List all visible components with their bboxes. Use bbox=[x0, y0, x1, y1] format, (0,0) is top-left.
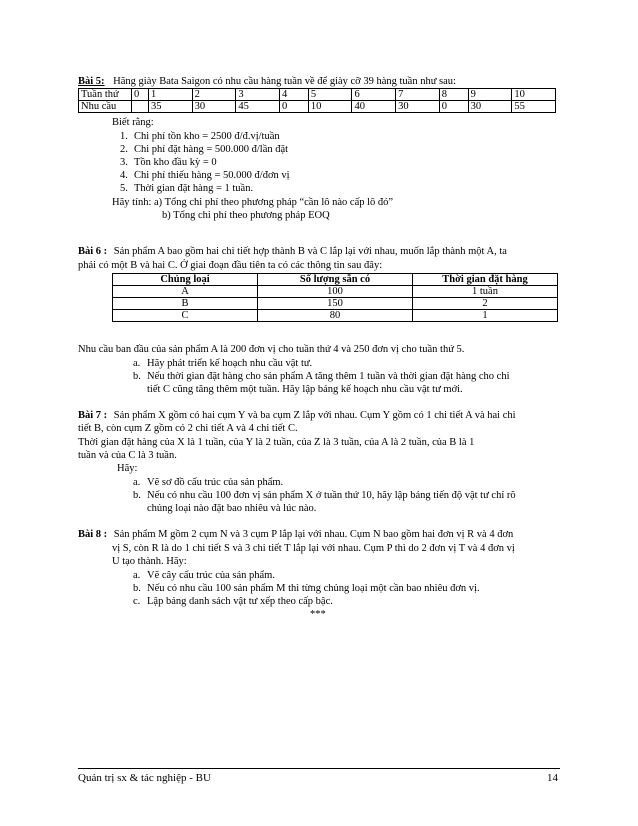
table-cell: 7 bbox=[396, 89, 440, 101]
list-item: 4. Chi phí thiếu hàng = 50.000 đ/đơn vị bbox=[120, 170, 290, 181]
table-row bbox=[79, 89, 556, 101]
table-cell: 1 tuần bbox=[413, 286, 558, 298]
list-item-text: chủng loại nào đặt bao nhiêu và lúc nào. bbox=[147, 503, 317, 514]
list-item-text: Thời gian đặt hàng = 1 tuần. bbox=[134, 183, 254, 194]
table-cell: 0 bbox=[279, 101, 308, 113]
table-cell: 30 bbox=[396, 101, 440, 113]
bai8-text: Sản phẩm M gồm 2 cụm N và 3 cụm P lắp lại với nhau. Cụm N bao gồm hai đơn vị R và 4 đơn bbox=[113, 529, 514, 540]
bai7-line1 bbox=[78, 409, 516, 422]
table-cell: 30 bbox=[468, 101, 512, 113]
bai6-line2: phải có một B và hai C. Ở giai đoạn đầu tiên ta có các thông tin sau đây: bbox=[78, 260, 383, 271]
end-marker: *** bbox=[310, 609, 326, 620]
table-cell: Nhu cầu bbox=[79, 101, 132, 113]
bai7-label: Bài 7 : bbox=[78, 410, 108, 421]
table-cell: 1 bbox=[413, 310, 558, 322]
bai8-label: Bài 8 : bbox=[78, 529, 108, 540]
table-row bbox=[113, 298, 558, 310]
table-cell: 10 bbox=[512, 89, 556, 101]
bai6-label: Bài 6 : bbox=[78, 246, 108, 257]
table-cell: C bbox=[113, 310, 258, 322]
bai7-line3: Thời gian đặt hàng của X là 1 tuần, của Y là 2 tuần, của Z là 3 tuần, của A là 2 tuần, của B là 1 bbox=[78, 437, 475, 448]
list-item: 3. Tồn kho đầu kỳ = 0 bbox=[120, 157, 217, 168]
table-cell: 9 bbox=[468, 89, 512, 101]
bai8-line1 bbox=[78, 528, 513, 541]
table-cell: B bbox=[113, 298, 258, 310]
bai7-line4: tuần và của C là 3 tuần. bbox=[78, 450, 177, 461]
bai6-text: Sản phẩm A bao gồm hai chi tiết hợp thành B và C lắp lại với nhau, muốn lắp thành một A, ta bbox=[113, 246, 507, 257]
list-item-text: Tồn kho đầu kỳ = 0 bbox=[134, 157, 217, 168]
table-header: Thời gian đặt hàng bbox=[413, 274, 558, 286]
footer-divider bbox=[78, 768, 560, 769]
list-item: b. Nếu có nhu cầu 100 đơn vị sản phẩm X ở tuần thứ 10, hãy lập bảng tiến độ vật tư chỉ rõ bbox=[133, 490, 516, 501]
bai6-line1 bbox=[78, 245, 507, 258]
table-cell: 4 bbox=[279, 89, 308, 101]
table-header: Số lượng sẵn có bbox=[258, 274, 413, 286]
bai8-line3: U tạo thành. Hãy: bbox=[112, 556, 187, 567]
bai7-ask: Hãy: bbox=[117, 463, 138, 474]
table-cell: 3 bbox=[236, 89, 280, 101]
list-item-text: Chi phí đặt hàng = 500.000 đ/lần đặt bbox=[134, 144, 289, 155]
bai7-text: Sản phẩm X gồm có hai cụm Y và ba cụm Z lắp với nhau. Cụm Y gồm có 1 chi tiết A và hai chi bbox=[113, 410, 516, 421]
list-item-text: Nếu thời gian đặt hàng cho sản phẩm A tăng thêm 1 tuần và thời gian đặt hàng cho chi bbox=[147, 371, 510, 382]
table-cell: 0 bbox=[439, 101, 468, 113]
list-item-text: Nếu có nhu cầu 100 đơn vị sản phẩm X ở tuần thứ 10, hãy lập bảng tiến độ vật tư chỉ rõ bbox=[147, 490, 516, 501]
table-cell: 2 bbox=[192, 89, 236, 101]
list-item: 5. Thời gian đặt hàng = 1 tuần. bbox=[120, 183, 254, 194]
table-cell: 150 bbox=[258, 298, 413, 310]
list-item-text: Vẽ sơ đồ cấu trúc của sản phẩm. bbox=[147, 477, 284, 488]
table-row bbox=[79, 101, 556, 113]
table-header: Chủng loại bbox=[113, 274, 258, 286]
bai5-given: Biết rằng: bbox=[112, 117, 154, 128]
table-cell bbox=[132, 101, 149, 113]
table-cell: 35 bbox=[149, 101, 193, 113]
list-item-text: Chi phí thiếu hàng = 50.000 đ/đơn vị bbox=[134, 170, 290, 181]
list-item-text: Hãy phát triển kế hoạch nhu cầu vật tư. bbox=[147, 358, 313, 369]
table-cell: 30 bbox=[192, 101, 236, 113]
bai5-compute: Hãy tính: a) Tổng chi phí theo phương pháp “cần lô nào cấp lô đó” bbox=[112, 197, 394, 208]
table-cell: A bbox=[113, 286, 258, 298]
bai8-line2: vị S, còn R là do 1 chi tiết S và 3 chi tiết T lắp lại với nhau. Cụm P thì do 2 đơn vị T và 4 đơn vị bbox=[112, 543, 515, 554]
list-item: b. Nếu có nhu cầu 100 sản phẩm M thì từng chủng loại một cần bao nhiêu đơn vị. bbox=[133, 583, 480, 594]
bai7-line2: tiết B, còn cụm Z gồm có 2 chi tiết A và 4 chi tiết C. bbox=[78, 423, 298, 434]
list-item-text: Vẽ cây cấu trúc của sản phẩm. bbox=[147, 570, 275, 581]
bai6-table bbox=[112, 273, 558, 322]
list-item-text: tiết C cũng tăng thêm một tuần. Hãy lập bảng kế hoạch nhu cầu vật tư mới. bbox=[147, 384, 463, 395]
table-cell: 45 bbox=[236, 101, 280, 113]
table-row bbox=[113, 274, 558, 286]
table-row bbox=[113, 286, 558, 298]
page-number: 14 bbox=[547, 772, 558, 784]
list-item-text: Chi phí tồn kho = 2500 đ/đ.vị/tuần bbox=[134, 131, 280, 142]
list-item: b. Nếu thời gian đặt hàng cho sản phẩm A tăng thêm 1 tuần và thời gian đặt hàng cho chi bbox=[133, 371, 510, 382]
bai5-compute-b: b) Tổng chi phí theo phương pháp EOQ bbox=[162, 210, 330, 221]
table-cell: 2 bbox=[413, 298, 558, 310]
footer-title: Quản trị sx & tác nghiệp - BU bbox=[78, 772, 211, 784]
table-cell: 100 bbox=[258, 286, 413, 298]
list-item: 1. Chi phí tồn kho = 2500 đ/đ.vị/tuần bbox=[120, 131, 280, 142]
table-cell: 80 bbox=[258, 310, 413, 322]
table-cell: 40 bbox=[352, 101, 396, 113]
table-cell: Tuần thứ bbox=[79, 89, 132, 101]
table-cell: 8 bbox=[439, 89, 468, 101]
list-item-text: Nếu có nhu cầu 100 sản phẩm M thì từng chủng loại một cần bao nhiêu đơn vị. bbox=[147, 583, 480, 594]
table-cell: 55 bbox=[512, 101, 556, 113]
table-cell: 5 bbox=[308, 89, 352, 101]
list-item: a. Hãy phát triển kế hoạch nhu cầu vật tư. bbox=[133, 358, 313, 369]
list-item-text: Lập bảng danh sách vật tư xếp theo cấp bậc. bbox=[147, 596, 333, 607]
bai5-title: Hãng giày Bata Saigon có nhu cầu hàng tuần về để giày cỡ 39 hàng tuần như sau: bbox=[113, 76, 456, 87]
list-item: a. Vẽ cây cấu trúc của sản phẩm. bbox=[133, 570, 275, 581]
bai5-heading bbox=[78, 75, 456, 88]
list-item: a. Vẽ sơ đồ cấu trúc của sản phẩm. bbox=[133, 477, 284, 488]
table-cell: 10 bbox=[308, 101, 352, 113]
bai5-label: Bài 5: bbox=[78, 76, 105, 87]
table-cell: 0 bbox=[132, 89, 149, 101]
list-item: c. Lập bảng danh sách vật tư xếp theo cấp bậc. bbox=[133, 596, 333, 607]
table-cell: 6 bbox=[352, 89, 396, 101]
table-row bbox=[113, 310, 558, 322]
bai6-demand: Nhu cầu ban đầu của sản phẩm A là 200 đơn vị cho tuần thứ 4 và 250 đơn vị cho tuần thứ 5. bbox=[78, 344, 465, 355]
bai5-table bbox=[78, 88, 556, 113]
list-item: 2. Chi phí đặt hàng = 500.000 đ/lần đặt bbox=[120, 144, 289, 155]
table-cell: 1 bbox=[149, 89, 193, 101]
